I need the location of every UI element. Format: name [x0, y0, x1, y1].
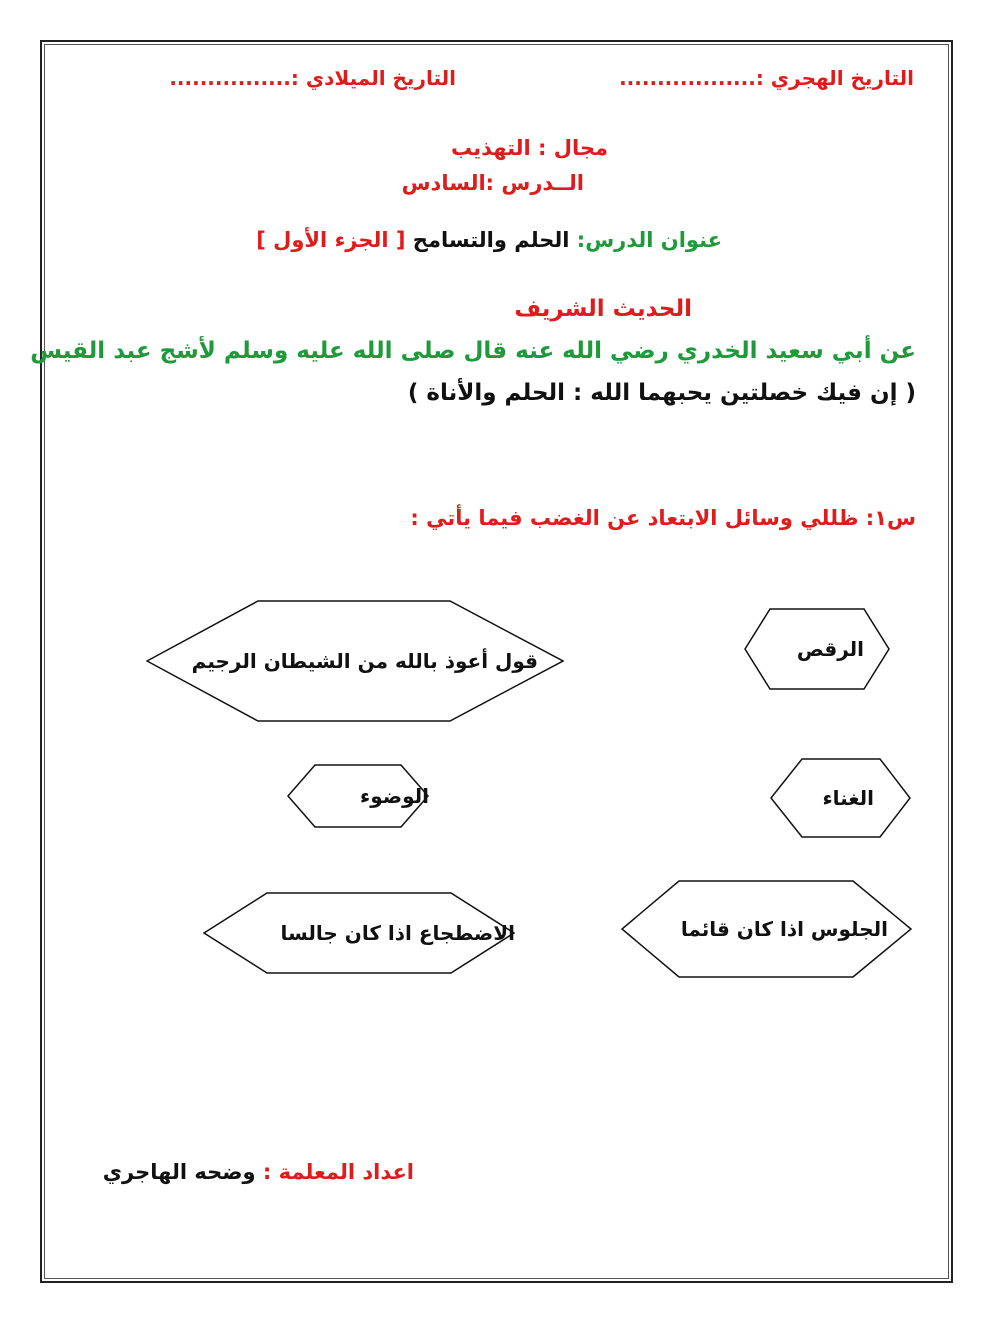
option-label: الوضوء: [360, 784, 429, 808]
lesson-title-part: [ الجزء الأول ]: [256, 228, 406, 252]
question-text: س١: ظللي وسائل الابتعاد عن الغضب فيما يأتي :: [410, 506, 916, 530]
option-label: الغناء: [822, 786, 874, 810]
teacher-name: وضحه الهاجري: [102, 1160, 263, 1184]
option-hexagon-ablution[interactable]: [287, 764, 429, 828]
prepared-by-label: اعداد المعلمة :: [262, 1160, 414, 1184]
lesson-title: [256, 228, 722, 252]
option-hexagon-dancing[interactable]: [744, 608, 890, 690]
option-hexagon-seeking-refuge[interactable]: [146, 600, 564, 722]
prepared-by: [103, 1160, 414, 1184]
option-label: الاضطجاع اذا كان جالسا: [280, 921, 515, 945]
option-hexagon-sitting[interactable]: [621, 880, 912, 978]
gregorian-date-field: التاريخ الميلادي :................: [169, 66, 456, 90]
hadith-heading: الحديث الشريف: [514, 296, 692, 322]
option-label: الجلوس اذا كان قائما: [680, 917, 888, 941]
option-hexagon-lying-down[interactable]: [203, 892, 515, 974]
hadith-narration: عن أبي سعيد الخدري رضي الله عنه قال صلى الله عليه وسلم لأشج عبد القيس: [30, 338, 916, 364]
option-label: الرقص: [796, 637, 864, 661]
hadith-text: ( إن فيك خصلتين يحبهما الله : الحلم والأناة ): [407, 380, 916, 406]
field-line: مجال : التهذيب: [450, 136, 608, 160]
lesson-number-line: الــدرس :السادس: [401, 171, 584, 195]
hijri-date-field: التاريخ الهجري :..................: [619, 66, 914, 90]
lesson-title-label: عنوان الدرس:: [576, 228, 722, 252]
lesson-title-value: الحلم والتسامح: [405, 228, 577, 252]
option-hexagon-singing[interactable]: [770, 758, 911, 838]
option-label: قول أعوذ بالله من الشيطان الرجيم: [191, 649, 538, 673]
